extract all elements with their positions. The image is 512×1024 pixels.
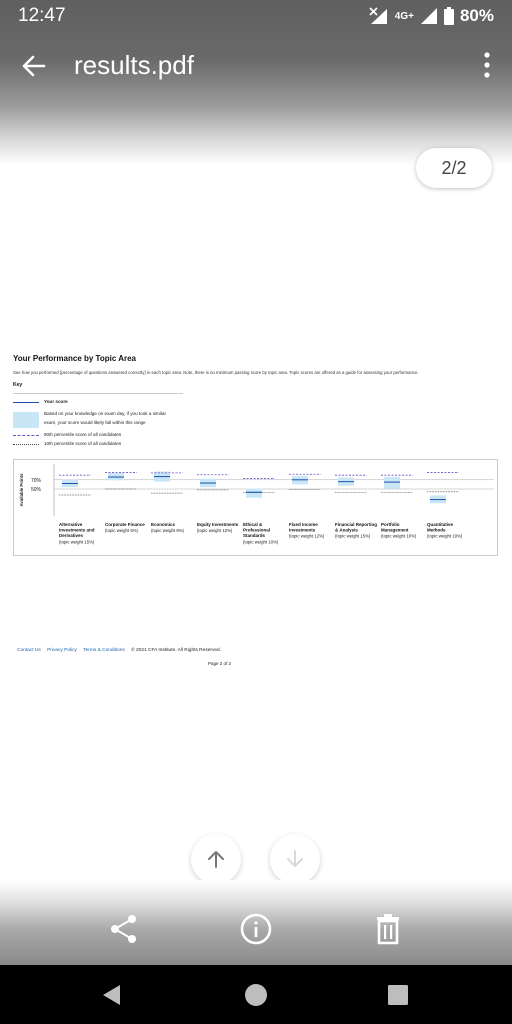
topic-name-label: Standards [243, 533, 266, 539]
wifi-signal-icon [369, 7, 389, 25]
system-nav-bar [0, 965, 512, 1024]
arrow-down-icon [283, 847, 307, 871]
range-swatch [13, 412, 39, 428]
topic-name-label: Equity Investments [197, 522, 239, 527]
document-title: results.pdf [74, 50, 194, 80]
back-arrow-icon[interactable] [18, 50, 50, 82]
nav-recents-icon[interactable] [386, 983, 410, 1007]
topic-name-label: Economics [151, 522, 176, 527]
topic-name-label: Alternative [59, 522, 83, 527]
topic-name-label: Portfolio [381, 522, 400, 527]
topic-weight-label: (topic weight 15%) [335, 533, 371, 539]
page-indicator: 2/2 [416, 148, 492, 188]
pdf-footer [17, 648, 221, 653]
topic-weight-label: (topic weight 15%) [59, 539, 95, 545]
terms-link[interactable]: Terms & Conditions [83, 648, 125, 653]
nav-back-icon[interactable] [100, 983, 124, 1007]
topic-name-label: Professional [243, 527, 271, 533]
range-box [384, 477, 400, 489]
copyright: © 2021 CFA Institute. All Rights Reserved. [131, 648, 222, 653]
y-tick-label: 50% [31, 487, 42, 493]
range-box [246, 489, 262, 498]
topic-weight-label: (topic weight 10%) [243, 539, 279, 545]
topic-weight-label: (topic weight 10%) [381, 533, 417, 539]
intro-text: See how you performed (percentage of questions answered correctly) in each topic area. Note, there is no minimum passing score by topic area. Topic scores are offered as a guide for assessing your performance. [13, 370, 419, 375]
key-divider [13, 393, 183, 394]
y-axis-label: Available Points [19, 473, 24, 507]
scroll-down-button[interactable] [270, 834, 320, 884]
arrow-up-icon [204, 847, 228, 871]
key-p90-label: 90th percentile score of all candidates [44, 432, 122, 437]
topic-name-label: Management [381, 527, 409, 533]
share-icon[interactable] [107, 912, 141, 946]
status-time: 12:47 [18, 5, 66, 26]
cell-signal-icon [420, 7, 438, 25]
topic-chart-svg [14, 460, 499, 557]
more-vert-icon[interactable] [482, 50, 492, 80]
page-number: Page 2 of 2 [208, 661, 232, 666]
y-tick-label: 70% [31, 477, 42, 484]
p10-swatch [13, 444, 39, 445]
topic-name-label: Corporate Finance [105, 522, 145, 527]
score-swatch [13, 402, 39, 403]
contact-us-link[interactable]: Contact Us [17, 648, 41, 653]
key-title: Key [13, 382, 23, 388]
topic-name-label: Ethical & [243, 522, 263, 527]
key-p10-label: 10th percentile score of all candidates [44, 441, 122, 446]
delete-icon[interactable] [371, 912, 405, 946]
key-range-line2: exam, your score would likely fall within this range [44, 420, 146, 425]
scroll-up-button[interactable] [191, 834, 241, 884]
topic-weight-label: (topic weight 12%) [197, 528, 233, 534]
key-your-score-label: Your score [44, 399, 68, 404]
pdf-page [0, 330, 512, 690]
section-title: Your Performance by Topic Area [13, 354, 136, 363]
privacy-policy-link[interactable]: Privacy Policy [47, 648, 77, 653]
topic-name-label: Derivatives [59, 533, 84, 539]
topic-weight-label: (topic weight 6%) [105, 528, 138, 534]
topic-name-label: Quantitative [427, 522, 454, 527]
battery-percent: 80% [459, 6, 494, 25]
topic-weight-label: (topic weight 10%) [427, 533, 463, 539]
info-icon[interactable] [239, 912, 273, 946]
topic-name-label: Investments [289, 527, 316, 533]
network-type: 4G+ [394, 10, 414, 22]
key-range-line1: Based on your knowledge on exam day, if you took a similar [44, 411, 166, 416]
app-bar [0, 32, 512, 96]
topic-name-label: Financial Reporting [335, 522, 378, 527]
status-icons [369, 6, 494, 26]
status-bar [0, 0, 512, 32]
battery-icon [444, 7, 454, 25]
topic-weight-label: (topic weight 8%) [151, 528, 184, 534]
nav-home-icon[interactable] [244, 983, 268, 1007]
topic-name-label: Methods [427, 527, 446, 533]
topic-name-label: & Analysis [335, 527, 358, 533]
topic-weight-label: (topic weight 12%) [289, 533, 325, 539]
topic-name-label: Investments and [59, 527, 95, 533]
p90-swatch [13, 435, 39, 436]
topic-chart [13, 459, 498, 556]
topic-name-label: Fixed Income [289, 522, 318, 527]
